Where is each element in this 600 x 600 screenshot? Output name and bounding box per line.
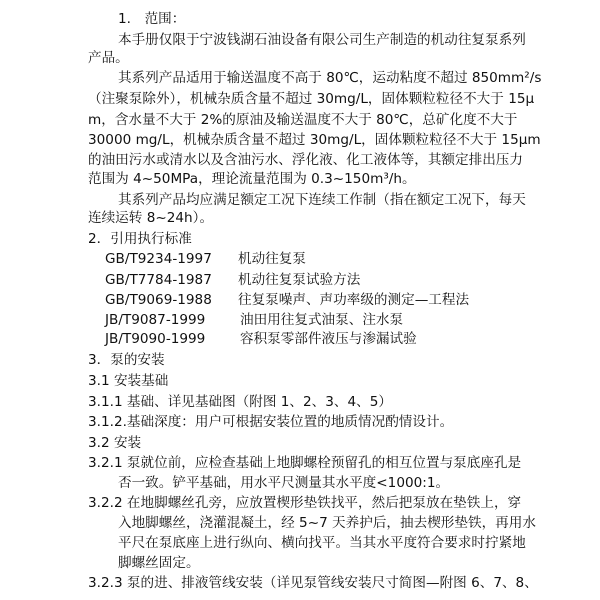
applicability-paragraph-line: 的油田污水或清水以及含油污水、浮化液、化工液体等，其额定排出压力: [88, 151, 523, 168]
duty-paragraph-line: 连续运转 8~24h）。: [88, 210, 214, 227]
standard-title: 油田用往复式油泵、注水泵: [240, 311, 404, 328]
subsection-3-2-1-line: 否一致。铲平基础，用水平尺测量其水平度<1000:1。: [118, 474, 450, 491]
scope-paragraph-line: 本手册仅限于宁波钱湖石油设备有限公司生产制造的机动往复泵系列: [118, 31, 526, 48]
subsection-3-2-2-line: 入地脚螺丝，浇灌混凝土，经 5~7 天养护后，抽去楔形垫铁，再用水: [118, 515, 536, 532]
subsection-3-2-heading: 3.2 安装: [88, 434, 142, 451]
subsection-3-2-3-line: 3.2.3 泵的进、排液管线安装（详见泵管线安装尺寸简图—附图 6、7、8、: [88, 575, 538, 591]
standard-title: 容积泵零部件液压与渗漏试验: [240, 331, 417, 348]
section-3-heading: 3．泵的安装: [88, 352, 165, 369]
duty-paragraph-line: 其系列产品均应满足额定工况下连续工作制（指在额定工况下，每天: [118, 192, 526, 209]
standard-title: 机动往复泵: [238, 251, 306, 268]
applicability-paragraph-line: 范围为 4~50MPa，理论流量范围为 0.3~150m³/h。: [88, 170, 416, 187]
subsection-3-2-2-line: 平尺在泵底座上进行纵向、横向找平。当其水平度符合要求时拧紧地: [118, 535, 526, 552]
applicability-paragraph-line: 其系列产品适用于输送温度不高于 80℃，运动粘度不超过 850mm²/s: [118, 70, 542, 87]
subsection-3-2-2-line: 3.2.2 在地脚螺丝孔旁，应放置楔形垫铁找平，然后把泵放在垫铁上，穿: [88, 495, 522, 512]
subsection-3-1-2: 3.1.2.基础深度：用户可根据安装位置的地质情况酌情设计。: [88, 414, 454, 431]
subsection-3-1-heading: 3.1 安装基础: [88, 372, 169, 389]
subsection-3-2-1-line: 3.2.1 泵就位前，应检查基础上地脚螺栓预留孔的相互位置与泵底座孔是: [88, 454, 522, 471]
standard-title: 机动往复泵试验方法: [238, 271, 361, 288]
applicability-paragraph-line: 30000 mg/L，机械杂质含量不超过 30mg/L，固体颗粒粒径不大于 15μm: [88, 131, 541, 148]
standard-code: JB/T9087-1999: [105, 311, 206, 328]
standard-title: 往复泵噪声、声功率级的测定—工程法: [238, 291, 470, 308]
subsection-3-1-1: 3.1.1 基础、详见基础图（附图 1、2、3、4、5）: [88, 393, 392, 410]
applicability-paragraph-line: （注聚泵除外），机械杂质含量不超过 30mg/L，固体颗粒粒径不大于 15μ: [88, 91, 535, 108]
section-2-heading: 2．引用执行标准: [88, 231, 192, 248]
standard-code: GB/T9069-1988: [105, 291, 212, 308]
applicability-paragraph-line: m，含水量不大于 2%的原油及输送温度不大于 80℃，总矿化度不大于: [88, 111, 518, 128]
scope-paragraph-line: 产品。: [88, 49, 129, 66]
section-1-heading: 1. 范围：: [118, 10, 186, 27]
standard-code: GB/T9234-1997: [105, 251, 212, 268]
standard-code: GB/T7784-1987: [105, 271, 212, 288]
standard-code: JB/T9090-1999: [105, 331, 206, 348]
subsection-3-2-2-line: 脚螺丝固定。: [118, 555, 200, 572]
